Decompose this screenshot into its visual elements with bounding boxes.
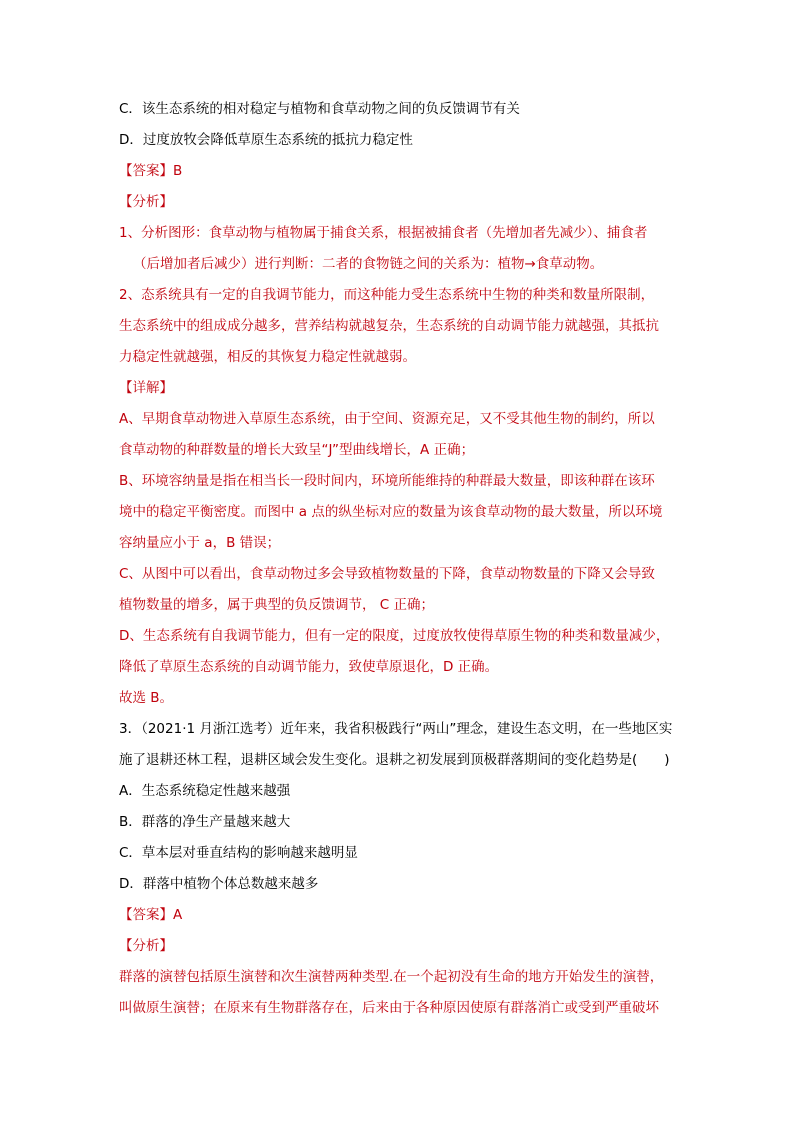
text-line: C．草本层对垂直结构的影响越来越明显 — [119, 845, 358, 861]
text-line: 容纳量应小于 a，B 错误； — [119, 535, 281, 551]
text-line: 2、态系统具有一定的自我调节能力，而这种能力受生态系统中生物的种类和数量所限制， — [119, 287, 655, 303]
text-line: D、生态系统有自我调节能力，但有一定的限度，过度放牧使得草原生物的种类和数量减少， — [119, 628, 670, 644]
text-line: 降低了草原生态系统的自动调节能力，致使草原退化，D 正确。 — [119, 659, 499, 675]
text-line: 群落的演替包括原生演替和次生演替两种类型.在一个起初没有生命的地方开始发生的演替， — [119, 969, 664, 985]
text-line: 故选 B。 — [119, 690, 174, 706]
text-line: 生态系统中的组成成分越多，营养结构就越复杂，生态系统的自动调节能力就越强，其抵抗 — [119, 318, 659, 334]
text-line: C．该生态系统的相对稳定与植物和食草动物之间的负反馈调节有关 — [119, 101, 520, 117]
text-line: 【分析】 — [119, 938, 173, 954]
text-line: 【答案】B — [119, 163, 183, 179]
text-line: B、环境容纳量是指在相当长一段时间内，环境所能维持的种群最大数量，即该种群在该环 — [119, 473, 655, 489]
text-line: 【分析】 — [119, 194, 173, 210]
text-line: 【答案】A — [119, 907, 183, 923]
text-line: 施了退耕还林工程，退耕区域会发生变化。退耕之初发展到顶极群落期间的变化趋势是( ) — [119, 752, 670, 768]
text-line: 3．（2021·1 月浙江选考）近年来，我省积极践行“两山”理念，建设生态文明，在一些地区实 — [119, 721, 673, 737]
text-line: 境中的稳定平衡密度。而图中 a 点的纵坐标对应的数量为该食草动物的最大数量，所以环境 — [119, 504, 663, 520]
text-line: 力稳定性就越强，相反的其恢复力稳定性就越弱。 — [119, 349, 416, 365]
text-line: A．生态系统稳定性越来越强 — [119, 783, 291, 799]
text-line: D．过度放牧会降低草原生态系统的抵抗力稳定性 — [119, 132, 413, 148]
text-line: B．群落的净生产量越来越大 — [119, 814, 291, 830]
text-line: A、早期食草动物进入草原生态系统，由于空间、资源充足，又不受其他生物的制约，所以 — [119, 411, 655, 427]
text-line: D．群落中植物个体总数越来越多 — [119, 876, 319, 892]
text-line: （后增加者后减少）进行判断：二者的食物链之间的关系为：植物→食草动物。 — [133, 256, 604, 272]
text-line: C、从图中可以看出，食草动物过多会导致植物数量的下降，食草动物数量的下降又会导致 — [119, 566, 655, 582]
text-line: 【详解】 — [119, 380, 173, 396]
text-line: 叫做原生演替；在原来有生物群落存在，后来由于各种原因使原有群落消亡或受到严重破坏 — [119, 1000, 659, 1016]
text-line: 1、分析图形：食草动物与植物属于捕食关系，根据被捕食者（先增加者先减少）、捕食者 — [119, 225, 648, 241]
text-line: 食草动物的种群数量的增长大致呈“J”型曲线增长，A 正确； — [119, 442, 475, 458]
text-line: 植物数量的增多，属于典型的负反馈调节， C 正确； — [119, 597, 435, 613]
